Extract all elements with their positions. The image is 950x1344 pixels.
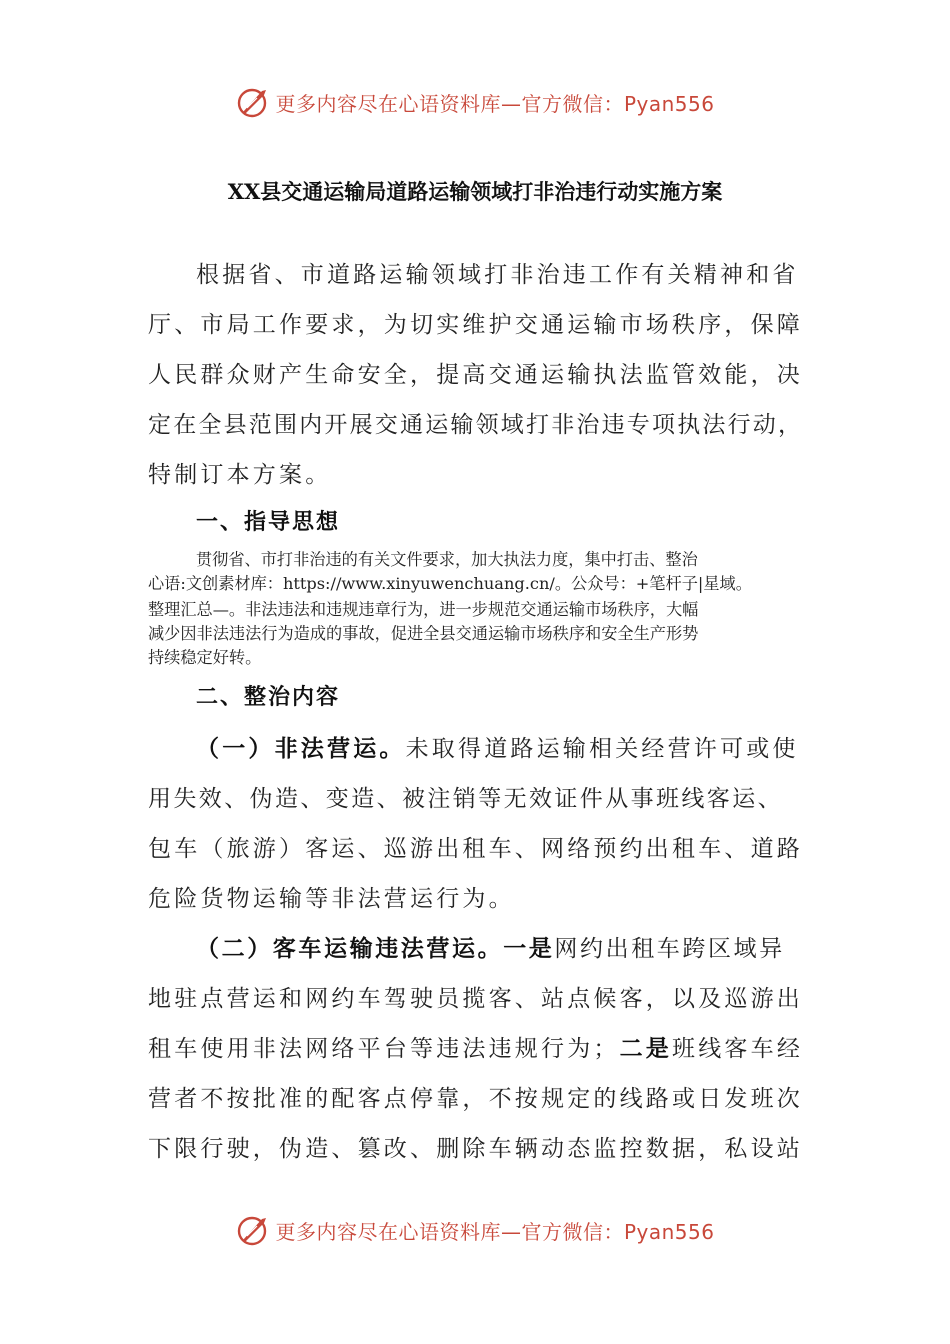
- banner-text: 更多内容尽在心语资料库—官方微信：Pyan556: [275, 1219, 715, 1244]
- item2-line: 地驻点营运和网约车驾驶员揽客、站点候客，以及巡游出: [148, 986, 803, 1012]
- item2-line: 下限行驶，伪造、篡改、删除车辆动态监控数据，私设站: [148, 1136, 803, 1162]
- item1-line: 用失效、伪造、变造、被注销等无效证件从事班线客运、: [148, 786, 783, 812]
- quill-logo-icon: [235, 84, 271, 120]
- intro-line: 根据省、市道路运输领域打非治违工作有关精神和省: [196, 262, 799, 288]
- item1-line: 包车（旅游）客运、巡游出租车、网络预约出租车、道路: [148, 836, 803, 862]
- item2-first-line: [196, 930, 785, 963]
- header-watermark-banner: [0, 82, 950, 122]
- item1-first-line: [196, 730, 799, 763]
- item2-text: 班线客车经: [672, 1036, 804, 1062]
- item2-mark-first: 一是: [503, 936, 555, 962]
- intro-line: 人民群众财产生命安全，提高交通运输执法监管效能，决: [148, 362, 803, 388]
- intro-line: 厅、市局工作要求，为切实维护交通运输市场秩序，保障: [148, 312, 803, 338]
- item2-label: （二）客车运输违法营运。: [196, 936, 504, 962]
- item2-mark-second: 二是: [619, 1036, 673, 1062]
- document-title: XX县交通运输局道路运输领域打非治违行动实施方案: [227, 179, 723, 204]
- footer-watermark-banner: [0, 1210, 950, 1250]
- section-heading-rectification: 二、整治内容: [196, 685, 341, 710]
- item2-line: 营者不按批准的配客点停靠，不按规定的线路或日发班次: [148, 1086, 803, 1112]
- section1-line: 减少因非法违法行为造成的事故，促进全县交通运输市场秩序和安全生产形势: [148, 624, 699, 643]
- section1-line: 持续稳定好转。: [148, 648, 262, 667]
- item1-text: 未取得道路运输相关经营许可或使: [405, 736, 799, 762]
- item1-label: （一）非法营运。: [196, 736, 406, 762]
- section1-line: 贯彻省、市打非治违的有关文件要求，加大执法力度，集中打击、整治: [196, 550, 698, 569]
- item2-text: 网约出租车跨区域异: [554, 936, 785, 962]
- item2-line-mixed: [148, 1030, 803, 1063]
- item2-text: 租车使用非法网络平台等违法违规行为；: [148, 1036, 620, 1062]
- section1-line: 心语:文创素材库：https://www.xinyuwenchuang.cn/。公众号：+笔杆子|星域。: [148, 574, 752, 593]
- intro-line: 定在全县范围内开展交通运输领域打非治违专项执法行动，: [148, 412, 804, 438]
- section-heading-guiding-thought: 一、指导思想: [196, 510, 341, 535]
- quill-logo-icon: [235, 1212, 271, 1248]
- banner-text: 更多内容尽在心语资料库—官方微信：Pyan556: [275, 91, 715, 116]
- item1-line: 危险货物运输等非法营运行为。: [148, 886, 515, 912]
- intro-line: 特制订本方案。: [148, 462, 332, 488]
- section1-line: 整理汇总—。非法违法和违规违章行为，进一步规范交通运输市场秩序，大幅: [148, 600, 699, 619]
